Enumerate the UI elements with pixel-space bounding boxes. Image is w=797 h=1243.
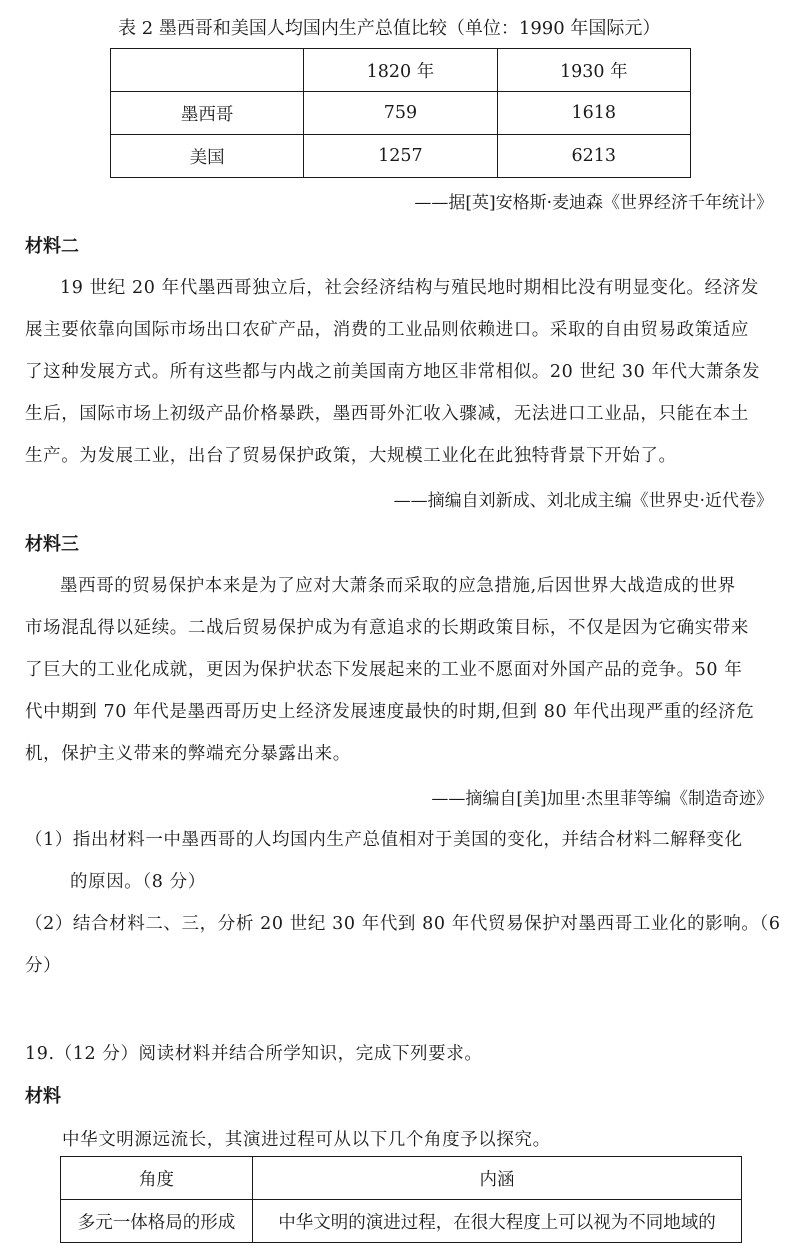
gdp-comparison-table xyxy=(110,48,691,178)
material-3-line: 墨西哥的贸易保护本来是为了应对大萧条而采取的应急措施,后因世界大战造成的世界 xyxy=(60,576,736,596)
table-cell: 多元一体格局的形成 xyxy=(61,1200,253,1243)
question-2: （2）结合材料二、三，分析 20 世纪 30 年代到 80 年代贸易保护对墨西哥工业化的影响。（6 xyxy=(25,914,781,934)
material-3-line: 机，保护主义带来的弊端充分暴露出来。 xyxy=(25,744,351,764)
table-row xyxy=(61,1200,742,1243)
table-cell: 美国 xyxy=(111,135,304,178)
material-2-source: ——摘编自刘新成、刘北成主编《世界史·近代卷》 xyxy=(393,491,773,511)
table-cell: 1618 xyxy=(497,92,690,135)
question-19-material-heading: 材料 xyxy=(25,1086,61,1107)
table-header-cell: 内涵 xyxy=(253,1157,742,1200)
material-2-line: 19 世纪 20 年代墨西哥独立后，社会经济结构与殖民地时期相比没有明显变化。经济发 xyxy=(60,278,759,298)
question-19-intro: 中华文明源远流长，其演进过程可从以下几个角度予以探究。 xyxy=(62,1130,551,1150)
table-cell: 759 xyxy=(304,92,497,135)
question-19-title: 19.（12 分）阅读材料并结合所学知识，完成下列要求。 xyxy=(25,1044,483,1064)
material-3-line: 市场混乱得以延续。二战后贸易保护成为有意追求的长期政策目标，不仅是因为它确实带来 xyxy=(25,618,749,638)
material-2-line: 了这种发展方式。所有这些都与内战之前美国南方地区非常相似。20 世纪 30 年代大萧条发 xyxy=(25,362,761,382)
table-cell: 墨西哥 xyxy=(111,92,304,135)
table-caption: 表 2 墨西哥和美国人均国内生产总值比较（单位：1990 年国际元） xyxy=(118,18,661,39)
table-row xyxy=(111,92,691,135)
material-2-line: 展主要依靠向国际市场出口农矿产品，消费的工业品则依赖进口。采取的自由贸易政策适应 xyxy=(25,320,749,340)
table-header-row xyxy=(111,49,691,92)
table-header-cell: 1930 年 xyxy=(497,49,690,92)
material-2-line: 生产。为发展工业，出台了贸易保护政策，大规模工业化在此独特背景下开始了。 xyxy=(25,446,677,466)
table-cell: 6213 xyxy=(497,135,690,178)
table-header-cell: 1820 年 xyxy=(304,49,497,92)
material-3-line: 了巨大的工业化成就，更因为保护状态下发展起来的工业不愿面对外国产品的竞争。50 年 xyxy=(25,660,743,680)
table-header-cell: 角度 xyxy=(61,1157,253,1200)
table-header-cell xyxy=(111,49,304,92)
material-3-heading: 材料三 xyxy=(25,534,79,555)
material-2-line: 生后，国际市场上初级产品价格暴跌，墨西哥外汇收入骤减，无法进口工业品，只能在本土 xyxy=(25,404,749,424)
table-row xyxy=(111,135,691,178)
question-1-continued: 的原因。（8 分） xyxy=(70,872,206,892)
material-2-heading: 材料二 xyxy=(25,236,79,257)
material-3-line: 代中期到 70 年代是墨西哥历史上经济发展速度最快的时期,但到 80 年代出现严重的经济危 xyxy=(25,702,755,722)
table-header-row xyxy=(61,1157,742,1200)
question-2-continued: 分） xyxy=(25,956,62,976)
material-3-source: ——摘编自[美]加里·杰里菲等编《制造奇迹》 xyxy=(431,789,773,809)
table-cell: 1257 xyxy=(304,135,497,178)
civilization-table xyxy=(60,1156,742,1243)
table-source: ——据[英]安格斯·麦迪森《世界经济千年统计》 xyxy=(414,193,773,213)
question-1: （1）指出材料一中墨西哥的人均国内生产总值相对于美国的变化，并结合材料二解释变化 xyxy=(25,830,743,850)
table-cell: 中华文明的演进过程，在很大程度上可以视为不同地域的 xyxy=(253,1200,742,1243)
